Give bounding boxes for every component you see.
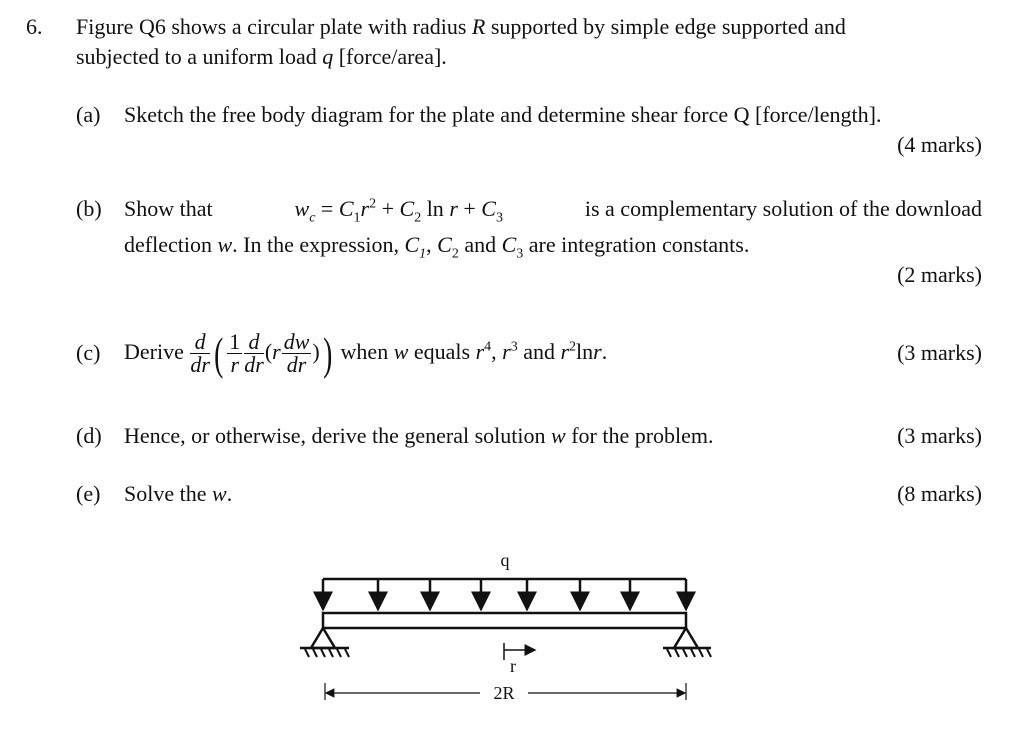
part-b-marks: (2 marks) (897, 262, 982, 287)
radial-coordinate-arrow (504, 643, 535, 660)
intro-line-2: subjected to a uniform load q [force/area]. (76, 44, 447, 69)
uniform-load-arrows (323, 579, 686, 609)
part-b-line-1: Show that $w_c = C_1r^2 + C_2$ $\ln r + C_3$ is a complementary solution of the download (124, 196, 982, 226)
part-c-label: (c) (76, 340, 101, 365)
part-d-label: (d) (76, 423, 102, 448)
part-a-label: (a) (76, 102, 101, 127)
part-e-marks: (8 marks) (897, 481, 982, 506)
part-e-label: (e) (76, 481, 101, 506)
part-e-text: Solve the w. (124, 481, 233, 506)
part-a-marks: (4 marks) (897, 132, 982, 157)
part-c-line: Derive $\frac{d}{dr}$ ( $\frac{1}{r}$ $\frac{d}{dr}$ (r $\frac{dw}{dr}$ )) when w equals $r^4$, $r^3$ and $r^2\ln r$. (124, 327, 608, 379)
part-b-label: (b) (76, 196, 102, 221)
left-support (300, 628, 349, 657)
part-d-marks: (3 marks) (897, 423, 982, 448)
complementary-solution-equation: $w_c = C_1r^2 + C_2$ $\ln r + C_3$ (294, 196, 503, 226)
intro-line-1: Figure Q6 shows a circular plate with radius R supported by simple edge supported and (76, 14, 846, 39)
r-label: r (510, 656, 516, 676)
right-support (663, 628, 711, 657)
load-label: q (500, 550, 510, 570)
part-d-text: Hence, or otherwise, derive the general solution w for the problem. (124, 423, 714, 448)
question-number: 6. (26, 14, 43, 39)
span-label: 2R (493, 683, 515, 703)
derivative-expression: $\frac{d}{dr}$ ( $\frac{1}{r}$ $\frac{d}{dr}$ (r $\frac{dw}{dr}$ )) (190, 327, 332, 379)
part-c-marks: (3 marks) (897, 340, 982, 365)
part-a-text: Sketch the free body diagram for the plate and determine shear force Q [force/length]. (124, 102, 882, 127)
part-b-line-2: deflection w. In the expression, $C_1$, $C_2$ and $C_3$ are integration constants. (124, 232, 750, 262)
plate (323, 613, 686, 628)
